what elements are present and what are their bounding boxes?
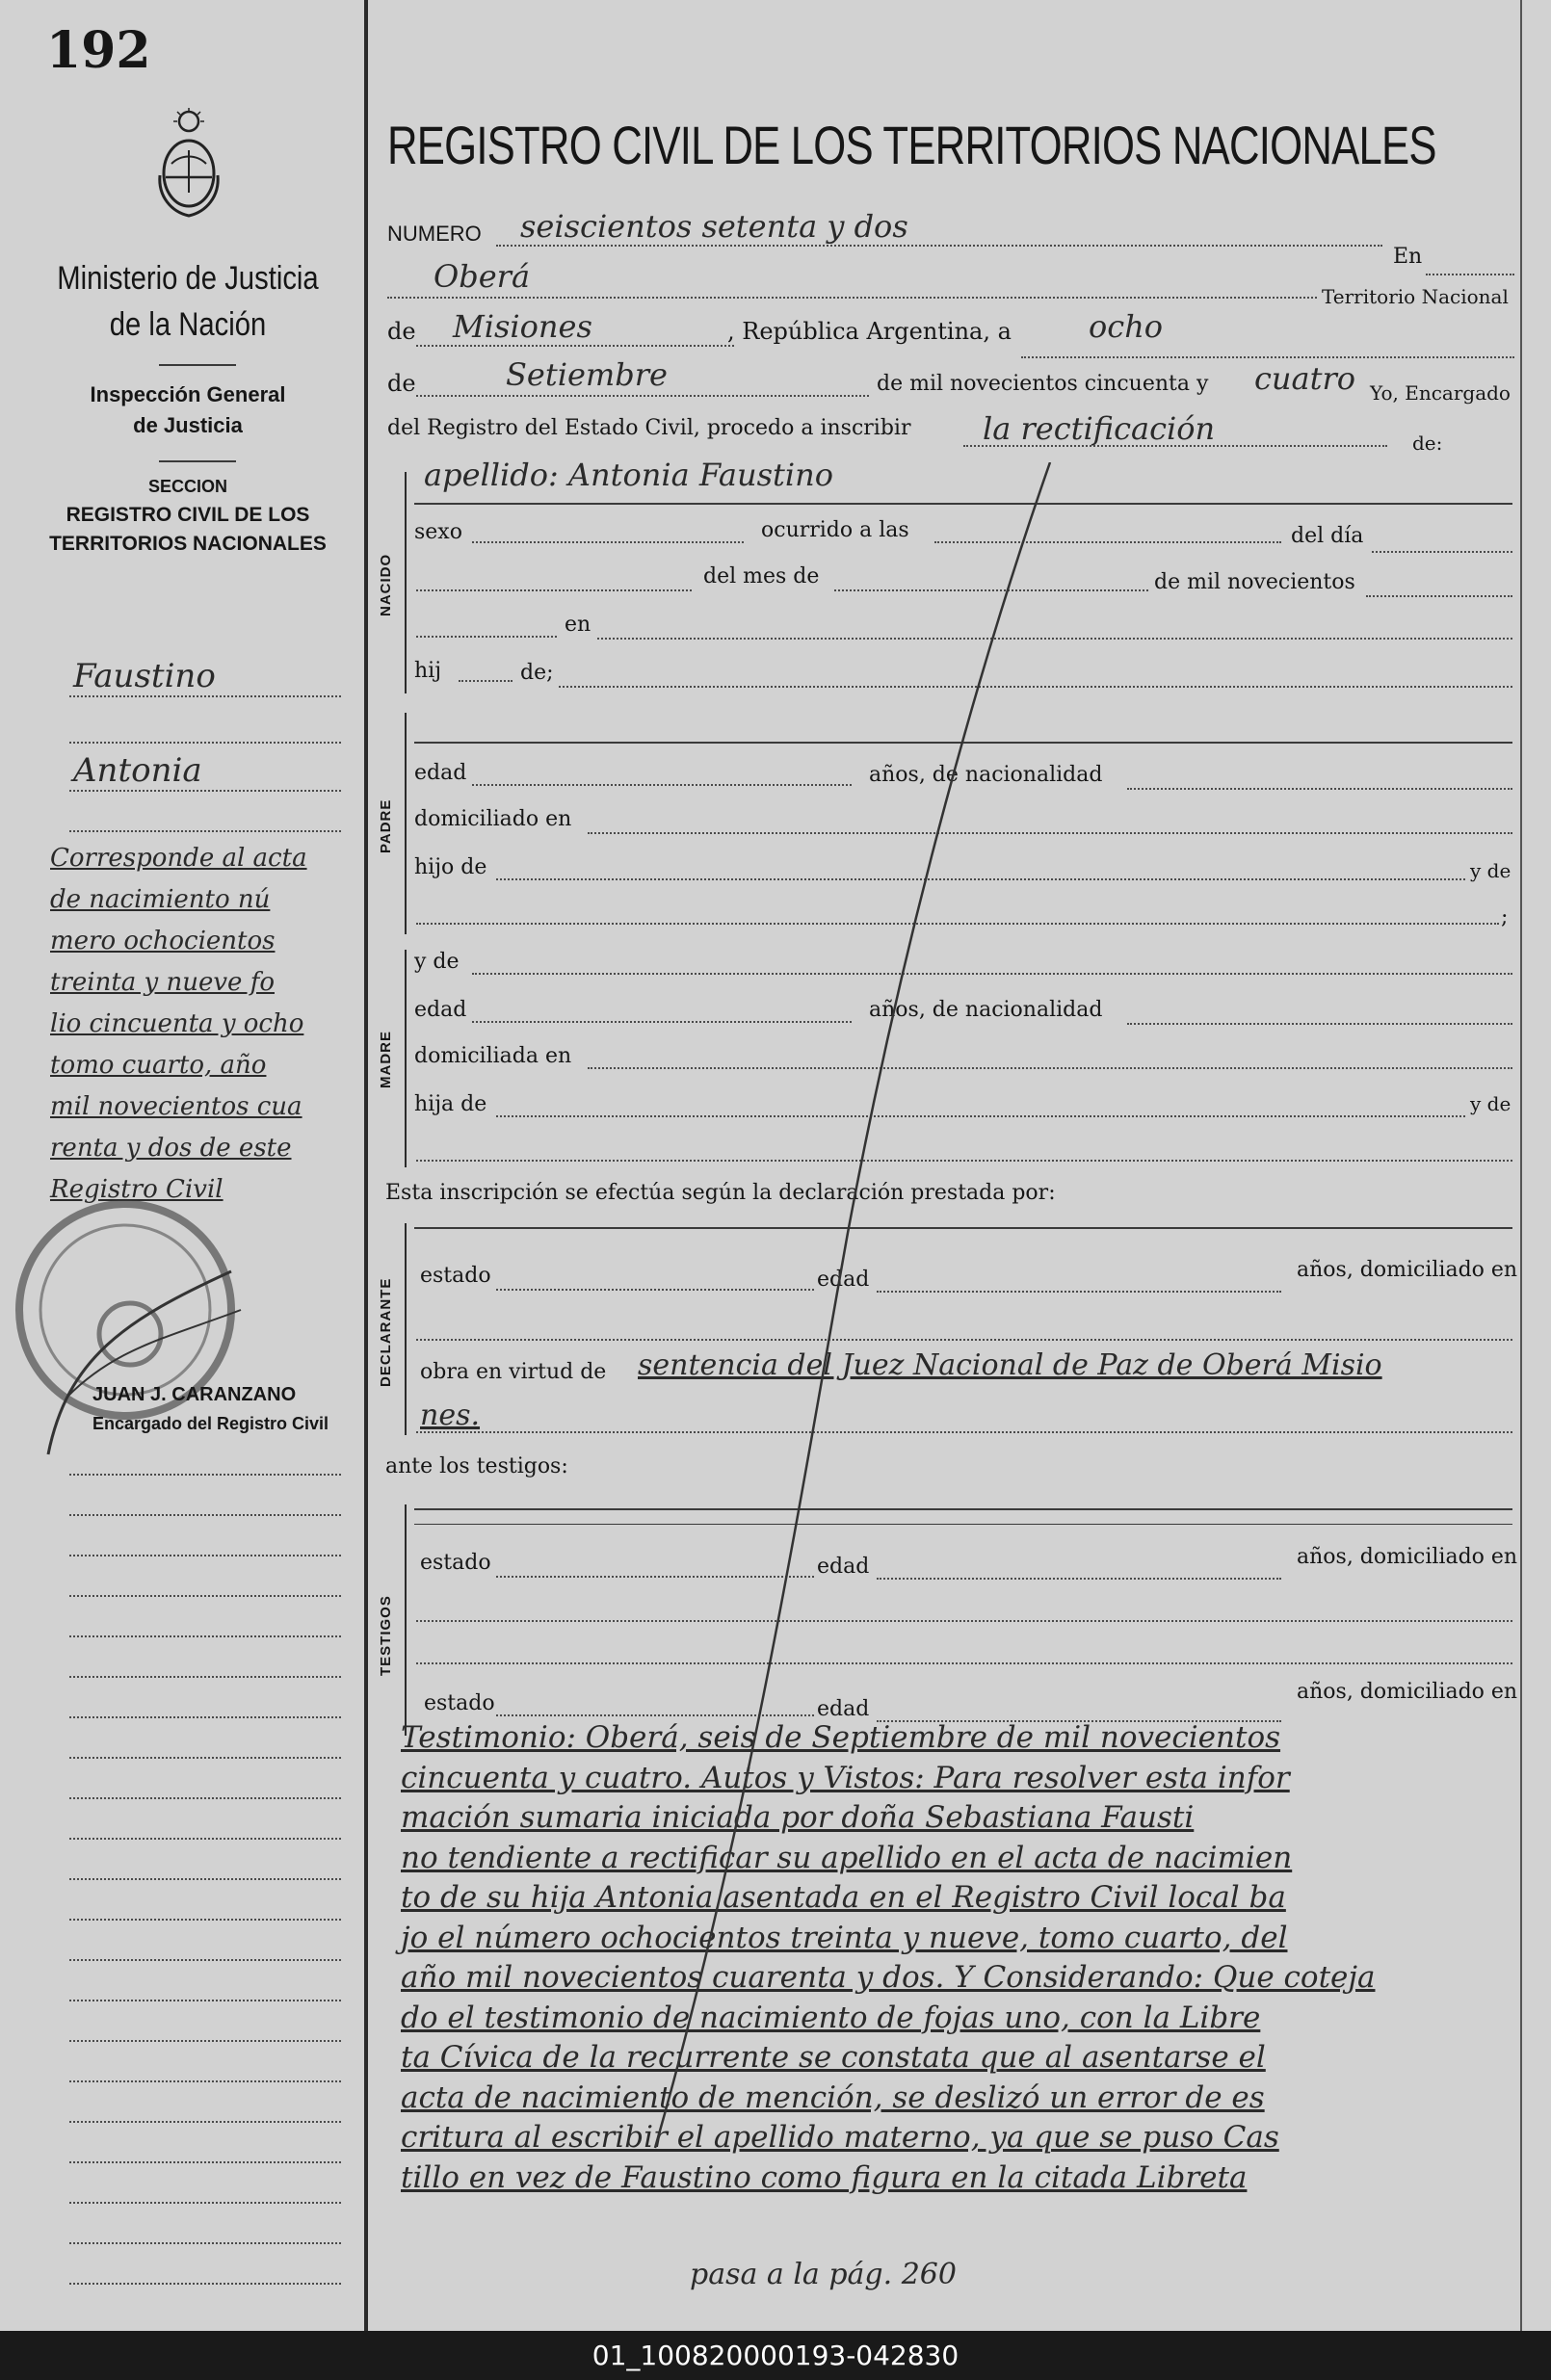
obra-value-cont: nes. bbox=[420, 1399, 481, 1432]
right-edge bbox=[1520, 0, 1522, 2331]
territory-value: Misiones bbox=[453, 308, 592, 345]
ministry-line2: de la Nación bbox=[109, 306, 267, 343]
declarante-label: DECLARANTE bbox=[378, 1277, 394, 1387]
cross-out-stroke bbox=[617, 462, 1117, 2158]
footer-id: 01_100820000193-042830 bbox=[0, 2331, 1551, 2380]
inscribir-value: la rectificación bbox=[983, 410, 1216, 447]
place-value: Oberá bbox=[434, 258, 531, 295]
obra-value: sentencia del Juez Nacional de Paz de Oberá Misio bbox=[638, 1348, 1382, 1382]
stamp-name: JUAN J. CARANZANO bbox=[92, 1384, 297, 1405]
divider bbox=[159, 460, 236, 462]
continuation-note: pasa a la pág. 260 bbox=[690, 2258, 957, 2291]
padre-label: PADRE bbox=[378, 798, 394, 853]
declaracion-label: Esta inscripción se efectúa según la declaración prestada por: bbox=[385, 1181, 1056, 1205]
registry-heading: SECCION REGISTRO CIVIL DE LOS TERRITORIOS NACIONALES bbox=[49, 477, 327, 555]
register-page: 192 Ministerio de Justicia de la Nación Inspección General de Justicia SECCION REGISTRO CIVIL DE LOS TERRITORIOS NACIONALES Faustino Antonia Corresponde al acta de nacimiento nú mero ochocientos treinta y nueve fo lio cincuenta y ocho tomo cuarto, año mil novecientos cua renta y dos de este Registro Civil JUAN J. CARANZANO Encargado del Registro Civil REGISTRO CIVIL DE LOS TERRITORIOS NACIONALES NUMERO seiscientos setenta y dos En Oberá Territorio Nacional de Misiones , República Argentina, a ocho de Setiembre de mil novecientos cincuenta y cuatro Yo, Encargado del Registro del Estado Civil, procedo a inscribir la rectificación de: apellido: Antonia Faustino NACIDO sexo ocurrido a las del día del mes de de mil novecientos en hij de; PADRE edad años, de nacionalidad domiciliado en hijo de y de ; MADRE y de edad años, de nacionalidad domiciliada en hija de y de Esta inscripción se efectúa según la declaración prestada por: DECLARANTE estado edad años, domiciliado en obra en virtud de sentencia del Juez Nacional de Paz de Oberá Misio nes. ante los testigos: TESTIGOS estado edad años, domiciliado en estado edad años, domiciliado en Testimonio: Oberá, seis de Septiembre de mil novecientos cincuenta y cuatro. Autos y Vistos: Para resolver esta infor mación sumaria iniciada por doña Sebastiana Fausti no tendiente a rectificar su apellido en el acta de nacimien to de su hija Antonia asentada en el Registro Civil local ba jo el número ochocientos treinta y nueve, tomo cuarto, del año mil novecientos cuarenta y dos. Y Considerando: Que coteja do el testimonio de nacimiento de fojas uno, con la Libre ta Cívica de la recurrente se constata que al asentarse el acta de nacimiento de mención, se deslizó un error de es critura al escribir el apellido materno, ya que se puso Cas tillo en vez de Faustino como figura en la citada Libreta pasa a la pág. 260 bbox=[0, 0, 1551, 2331]
numero-value: seiscientos setenta y dos bbox=[520, 208, 908, 245]
ministry-heading bbox=[43, 255, 333, 348]
coat-of-arms-emblem bbox=[154, 108, 223, 228]
sidebar-surname: Faustino bbox=[73, 657, 216, 695]
stamp-title: Encargado del Registro Civil bbox=[92, 1414, 329, 1433]
sidebar-given-name: Antonia bbox=[73, 751, 202, 790]
margin-note: Corresponde al acta de nacimiento nú mero ochocientos treinta y nueve fo lio cincuenta y ocho tomo cuarto, año mil novecientos cua renta y dos de este Registro Civil bbox=[50, 844, 307, 1204]
testigos-side-label: TESTIGOS bbox=[378, 1595, 394, 1676]
divider bbox=[159, 364, 236, 366]
madre-label: MADRE bbox=[378, 1031, 394, 1088]
nacido-label: NACIDO bbox=[378, 553, 394, 616]
testigos-label: ante los testigos: bbox=[385, 1454, 568, 1478]
testimonio-text: Testimonio: Oberá, seis de Septiembre de mil novecientos cincuenta y cuatro. Autos y Vistos: Para resolver esta infor mación sumaria iniciada por doña Sebastiana Fausti no tendiente a rectificar su apellido en el acta de nacimien to de su hija Antonia asentada en el Registro Civil local ba jo el número ochocientos treinta y nueve, tomo cuarto, del año mil novecientos cuarenta y dos. Y Considerando: Que coteja do el testimonio de nacimiento de fojas uno, con la Libre ta Cívica de la recurrente se constata que al asentarse el acta de nacimiento de mención, se deslizó un error de es critura al escribir el apellido materno, ya que se puso Cas tillo en vez de Faustino como figura en la citada Libreta bbox=[401, 1720, 1376, 2195]
year-value: cuatro bbox=[1254, 360, 1356, 397]
ministry-line1: Ministerio de Justicia bbox=[57, 260, 319, 297]
apellido-value: apellido: Antonia Faustino bbox=[424, 457, 833, 493]
page-number: 192 bbox=[46, 21, 151, 80]
form-title: REGISTRO CIVIL DE LOS TERRITORIOS NACIONALES bbox=[387, 115, 1436, 175]
month-value: Setiembre bbox=[506, 356, 668, 393]
inspection-heading: Inspección General de Justicia bbox=[90, 382, 286, 437]
column-divider bbox=[364, 0, 368, 2331]
day-value: ocho bbox=[1089, 308, 1164, 345]
